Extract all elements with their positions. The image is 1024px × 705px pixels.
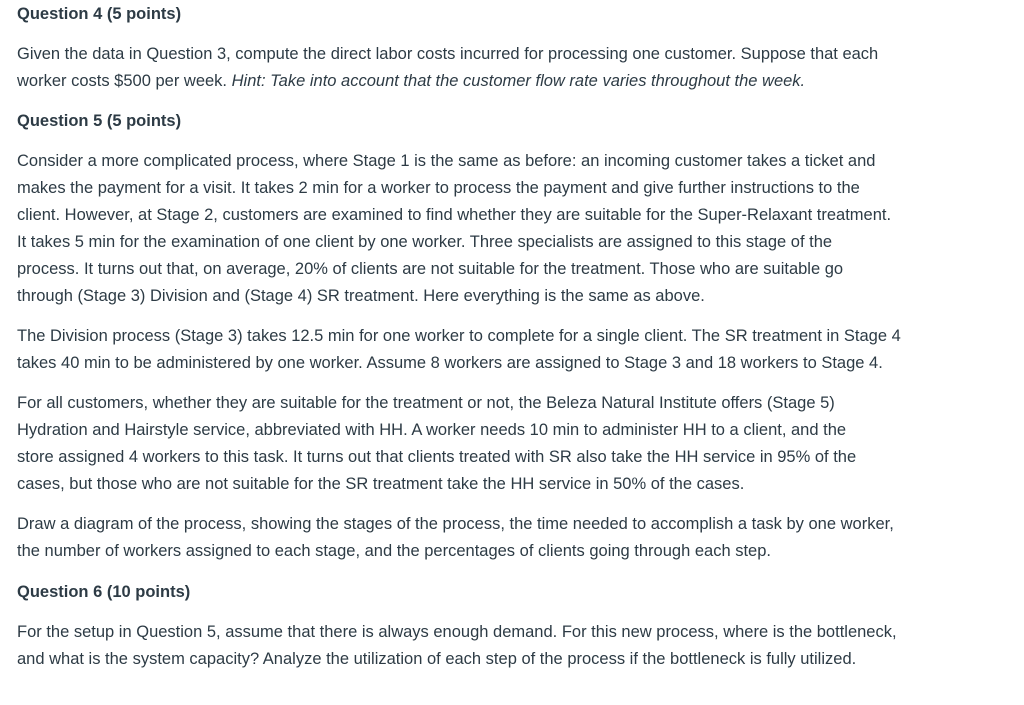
paragraph-line: Hydration and Hairstyle service, abbreviated with HH. A worker needs 10 min to administer HH to a client, and the [17, 421, 847, 439]
question-4-hint: Hint: Take into account that the customer flow rate varies throughout the week. [231, 72, 806, 90]
question-5-paragraph-3 [17, 390, 1002, 498]
paragraph-line: store assigned 4 workers to this task. It turns out that clients treated with SR also take the HH service in 95% of the [17, 448, 857, 466]
paragraph-line: client. However, at Stage 2, customers are examined to find whether they are suitable for the Super-Relaxant treatment. [17, 206, 892, 224]
question-4-line-2 [17, 68, 1002, 95]
question-5-paragraph-2 [17, 323, 1002, 377]
paragraph-line: The Division process (Stage 3) takes 12.5 min for one worker to complete for a single client. The SR treatment in Stage 4 [17, 327, 901, 345]
paragraph-line: takes 40 min to be administered by one worker. Assume 8 workers are assigned to Stage 3 and 18 workers to Stage 4. [17, 354, 883, 372]
paragraph-line: process. It turns out that, on average, 20% of clients are not suitable for the treatment. Those who are suitable go [17, 260, 844, 278]
paragraph-line: makes the payment for a visit. It takes 2 min for a worker to process the payment and give further instructions to the [17, 179, 860, 197]
paragraph-line: Consider a more complicated process, where Stage 1 is the same as before: an incoming customer takes a ticket and [17, 152, 876, 170]
paragraph-line: Draw a diagram of the process, showing the stages of the process, the time needed to accomplish a task by one worker, [17, 515, 894, 533]
question-6-paragraph [17, 619, 1002, 673]
paragraph-line: For all customers, whether they are suitable for the treatment or not, the Beleza Natural Institute offers (Stage 5) [17, 394, 835, 412]
question-6-heading: Question 6 (10 points) [17, 583, 191, 601]
question-4-line-1: Given the data in Question 3, compute the direct labor costs incurred for processing one customer. Suppose that each [17, 45, 879, 63]
paragraph-line: and what is the system capacity? Analyze the utilization of each step of the process if the bottleneck is fully utilized. [17, 650, 857, 668]
question-5-paragraph-1 [17, 148, 1002, 310]
question-5-paragraph-4 [17, 511, 1002, 565]
paragraph-line: the number of workers assigned to each stage, and the percentages of clients going through each step. [17, 542, 771, 560]
paragraph-line: through (Stage 3) Division and (Stage 4) SR treatment. Here everything is the same as above. [17, 287, 705, 305]
paragraph-line: It takes 5 min for the examination of one client by one worker. Three specialists are assigned to this stage of the [17, 233, 833, 251]
question-4-heading: Question 4 (5 points) [17, 5, 182, 23]
paragraph-line: For the setup in Question 5, assume that there is always enough demand. For this new process, where is the bottleneck, [17, 623, 897, 641]
question-4-text [17, 41, 1002, 95]
paragraph-line: cases, but those who are not suitable for the SR treatment take the HH service in 50% of the cases. [17, 475, 745, 493]
question-4-line-2-text: worker costs $500 per week. [17, 72, 232, 90]
question-5-heading: Question 5 (5 points) [17, 112, 182, 130]
